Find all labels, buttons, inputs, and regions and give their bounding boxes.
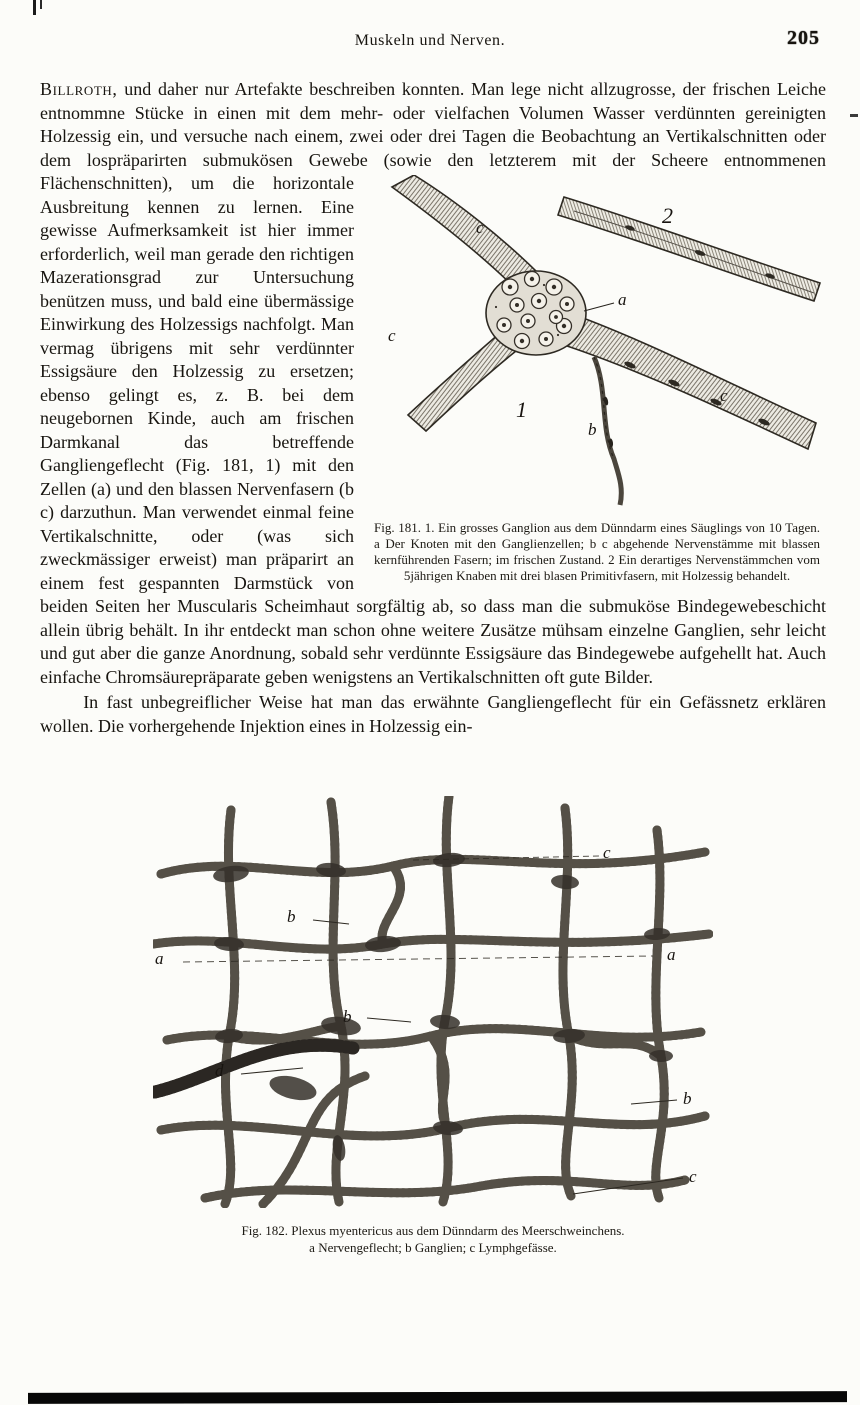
paragraph-1-text-a: und daher nur Artefakte beschreiben konnten. Man lege nicht allzugrosse, der frischen Leiche entnommne Stücke in einen mit dem mehr- oder vielfachen Volumen Wasser verdünnten gereinigten Holzessig ein, und versuche nach einem, zwei oder drei Tagen die Beobachtung an Vertikalschnitten oder dem lospräparirten submukösen Gewebe (sowie den letzterem mit der Scheere entnommenen <box>40 79 826 170</box>
scan-artifact-right-edge <box>850 114 858 117</box>
figure-182-caption-line-2: a Nervengeflecht; b Ganglien; c Lymphgefässe. <box>309 1240 557 1255</box>
figure-181-label-c2: c <box>388 326 396 345</box>
figure-181-label-c1: c <box>476 218 484 237</box>
figure-181-drawing <box>368 175 826 510</box>
figure-182-illustration <box>153 796 713 1208</box>
paragraph-1-text-c: (was sich zweckmässiger erweist) man präparirt an einem fest gespannten Darmstück von beiden Seiten her Muscularis Scheimhaut sorgfältig ab, so dass man die submuköse Bindegewebeschicht allein übrig behält. In ihr entdeckt man schon ohne weitere Zusätze mühsam einzelne Ganglien, sehr leicht und gut aber die ganze Anordnung, sobald sehr verdünnte Essigsäure das Bindegewebe aufgehellt hat. Auch einfache Chromsäurepräparate geben wenigstens an Vertikalschnitten oft gute Bilder. <box>40 525 826 687</box>
figure-182-label-b2: b <box>343 1007 352 1026</box>
figure-182-label-b1: b <box>287 907 296 926</box>
figure-182 <box>153 796 713 1256</box>
page-number: 205 <box>787 27 820 49</box>
figure-182-caption-line-1: Fig. 182. Plexus myentericus aus dem Dünndarm des Meerschweinchens. <box>241 1223 625 1238</box>
scan-artifact-top-left <box>33 0 36 15</box>
figure-181-label-b: b <box>588 420 597 439</box>
paragraph-2: In fast unbegreiflicher Weise hat man das erwähnte Gangliengeflecht für ein Gefässnetz erklären wollen. Die vorhergehende Injektion eines in Holzessig ein- <box>40 692 826 736</box>
paragraph-1 <box>40 78 826 689</box>
figure-182-label-c-top: c <box>603 843 611 862</box>
page-edge-shadow <box>28 1391 847 1404</box>
figure-182-label-d: d <box>215 1061 224 1080</box>
figure-182-label-a-left: a <box>155 949 164 968</box>
figure-181-label-2: 2 <box>662 203 673 228</box>
page-content <box>40 78 826 1256</box>
author-name: Billroth, <box>40 79 118 99</box>
figure-182-drawing <box>153 796 713 1208</box>
scan-artifact-top-left-2 <box>40 0 42 9</box>
figure-182-label-b-right: b <box>683 1089 692 1108</box>
figure-181 <box>368 175 826 584</box>
figure-182-label-a-right: a <box>667 945 676 964</box>
figure-181-label-c3: c <box>720 386 728 405</box>
figure-181-label-1: 1 <box>516 397 527 422</box>
running-header: Muskeln und Nerven. <box>354 32 506 49</box>
figure-181-caption: Fig. 181. 1. Ein grosses Ganglion aus dem Dünndarm eines Säuglings von 10 Tagen. a Der Knoten mit den Ganglienzellen; b c abgehende Nervenstämme mit blassen kernführenden Fasern; im frischen Zustand. 2 Ein derartiges Nervenstämmchen vom 5jährigen Knaben mit drei blasen Primitivfasern, mit Holzessig behandelt. <box>374 520 820 583</box>
paragraph-1-text-b: Flächenschnitten), um die horizontale Ausbreitung kennen zu lernen. Eine gewisse Aufmerksamkeit ist hier immer erforderlich, weil man gerade den richtigen Mazerationsgrad zur Untersuchung benützen muss, und bald eine übermässige Einwirkung des Holzessigs nachfolgt. Man vermag übrigens mit sehr verdünnter Essigsäure den Holzessig zu ersetzen; ebenso gelingt es, z. B. bei dem neugebornen Kinde, auch am frischen Darmkanal das betreffende Gangliengeflecht (Fig. 181, 1) mit den Zellen (a) und den blassen Nervenfasern (b c) darzuthun. Man verwendet einmal feine Vertikalschnitte, oder <box>40 173 354 546</box>
figure-182-label-c-bottom: c <box>689 1167 697 1186</box>
figure-181-illustration <box>368 175 826 510</box>
figure-181-label-a: a <box>618 290 627 309</box>
figure-182-caption <box>153 1222 713 1256</box>
